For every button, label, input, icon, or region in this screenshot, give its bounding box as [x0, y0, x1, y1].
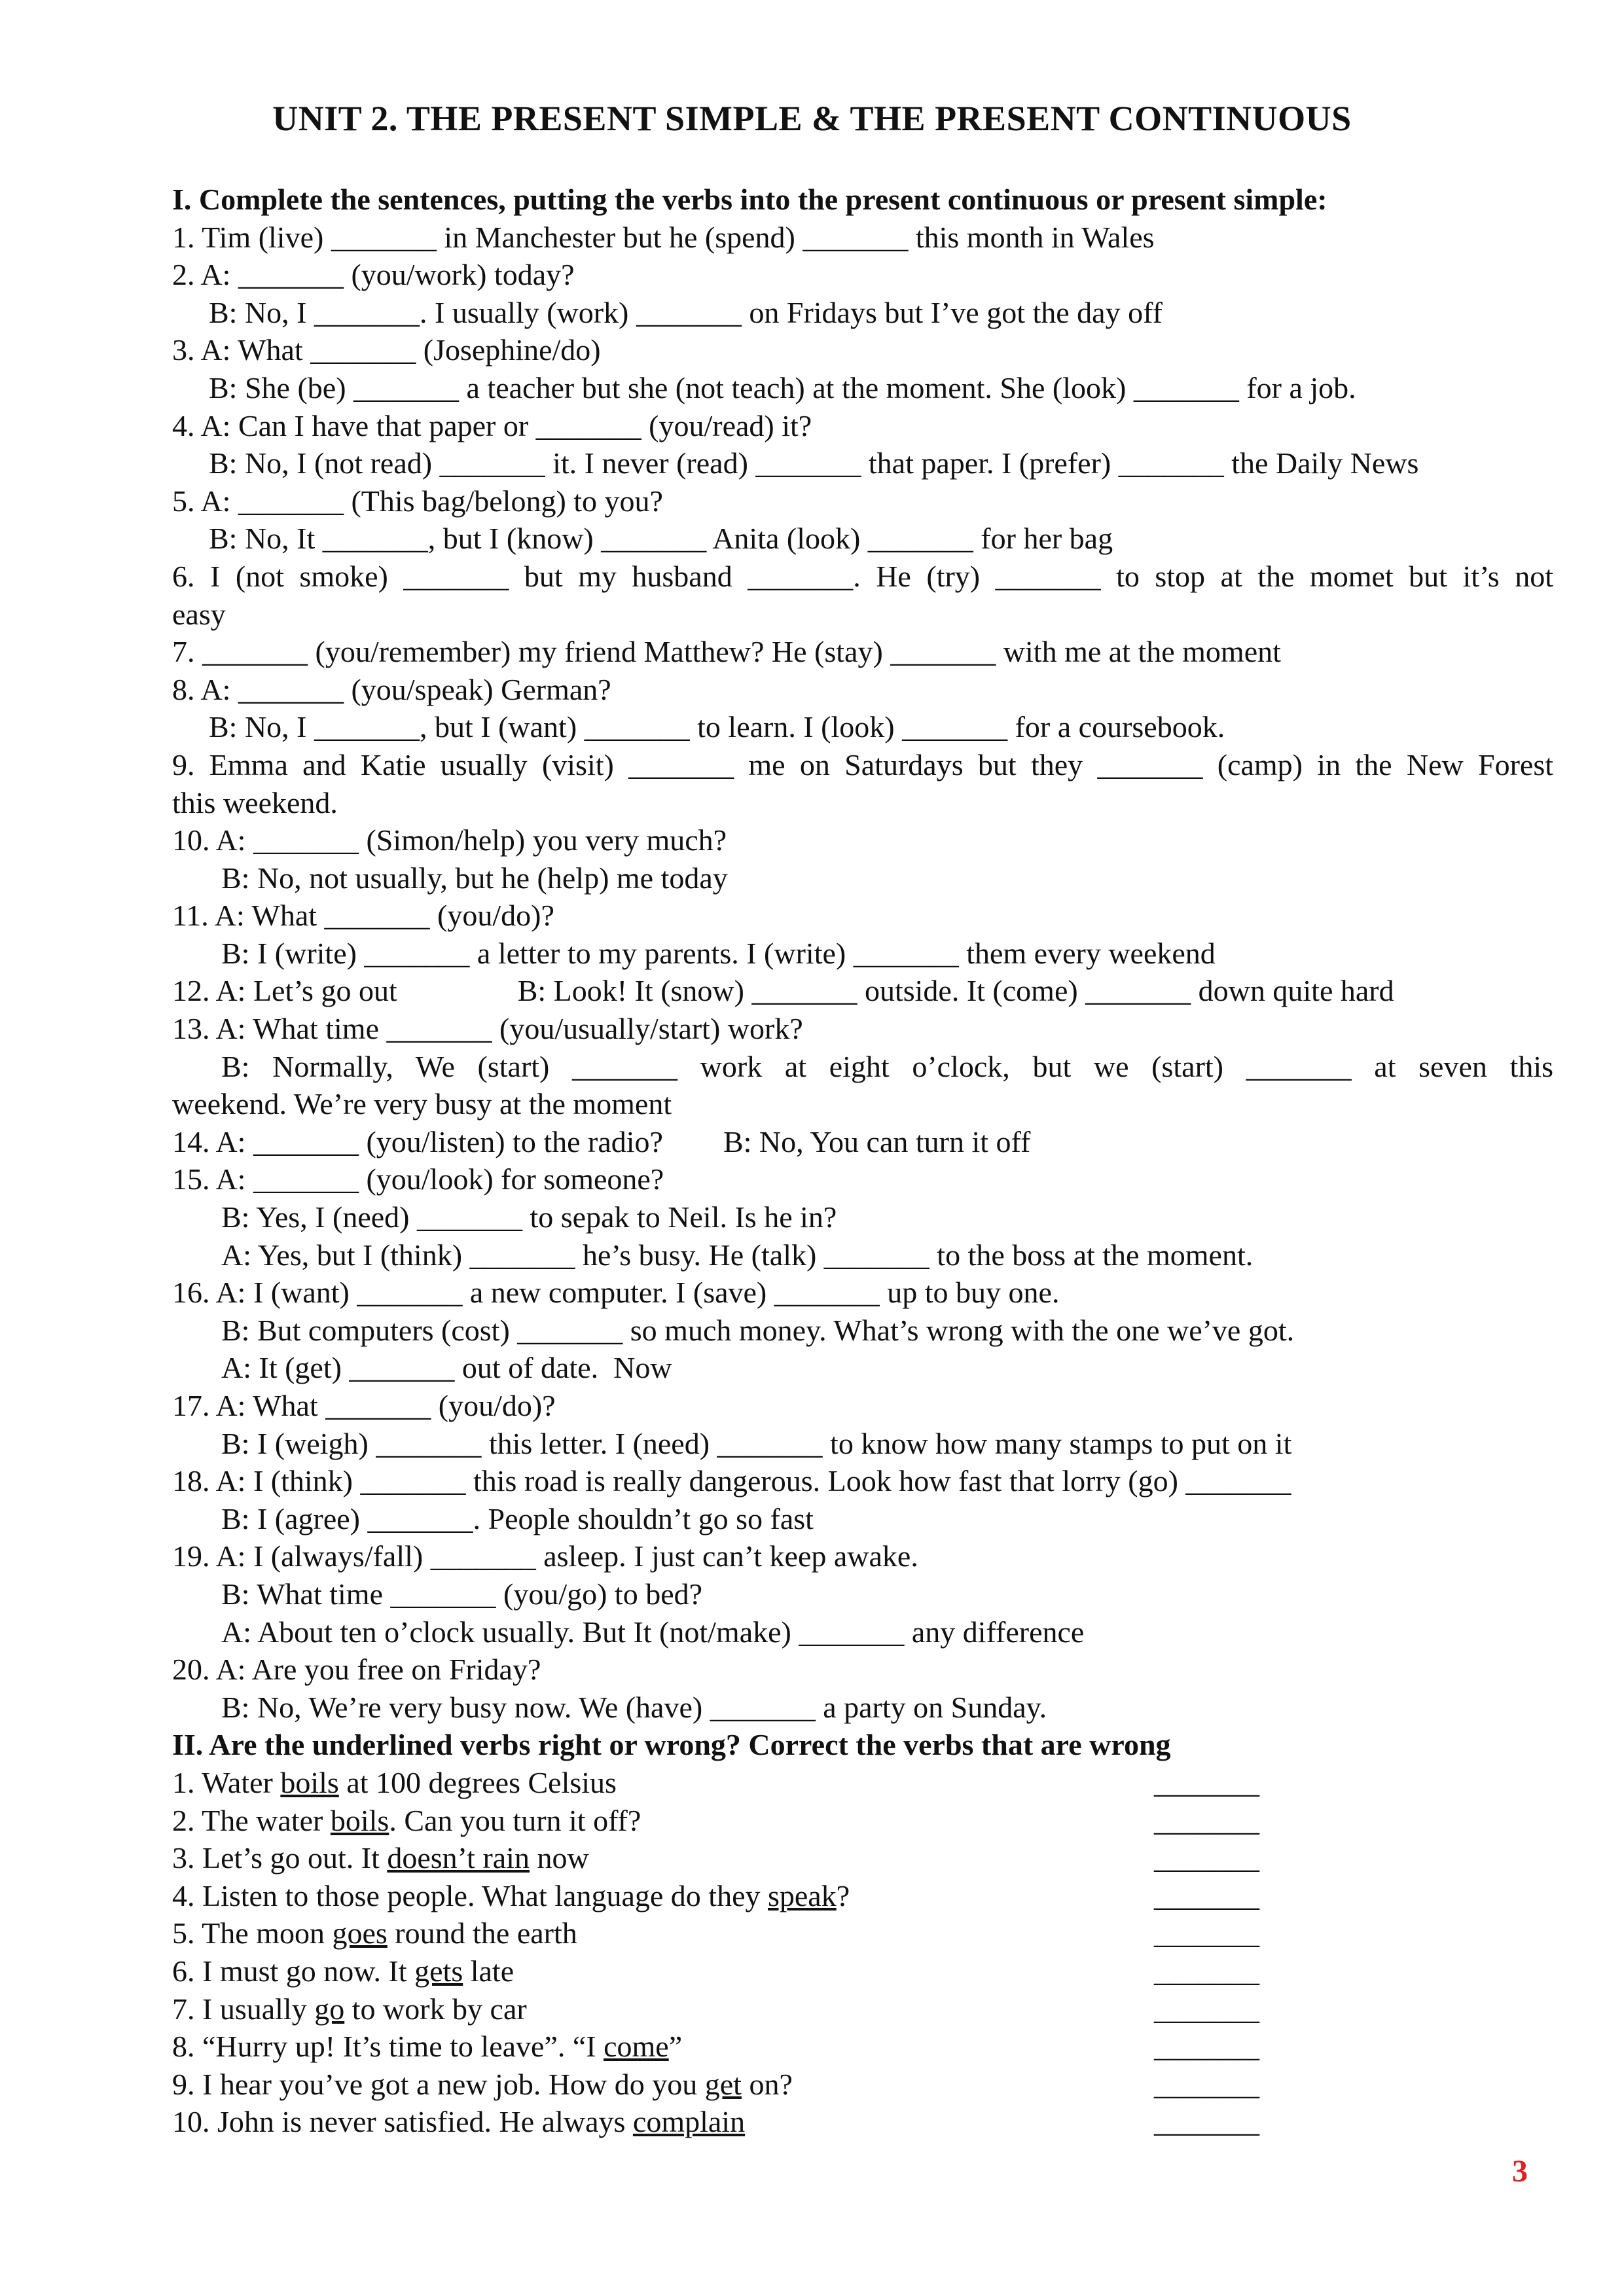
- exercise-line: 18. A: I (think) _______ this road is really dangerous. Look how fast that lorry (go) _______: [172, 1464, 1291, 1498]
- exercise-line: 20. A: Are you free on Friday?: [172, 1653, 541, 1687]
- correction-item: [172, 2028, 1553, 2066]
- exercise-line: A: Yes, but I (think) _______ he’s busy. He (talk) _______ to the boss at the moment.: [221, 1238, 1254, 1272]
- exercise-line: this weekend.: [172, 785, 338, 819]
- section1-heading: I. Complete the sentences, putting the verbs into the present continuous or present simple:: [172, 183, 1327, 216]
- answer-blank: _______: [1154, 2030, 1259, 2064]
- exercise-line: 8. A: _______ (you/speak) German?: [172, 672, 611, 706]
- item-text: 6. I must go now. It: [172, 1954, 415, 1988]
- exercise-line: 4. A: Can I have that paper or _______ (you/read) it?: [172, 408, 812, 442]
- exercise-line: B: No, I (not read) _______ it. I never (read) _______ that paper. I (prefer) _______ the Daily News: [209, 446, 1419, 480]
- exercise-line: 19. A: I (always/fall) _______ asleep. I just can’t keep awake.: [172, 1539, 918, 1573]
- item-text: 5. The moon: [172, 1916, 333, 1950]
- exercise-line: B: What time _______ (you/go) to bed?: [221, 1577, 703, 1611]
- item-text: 1. Water: [172, 1765, 281, 1799]
- item-text: ”: [668, 2030, 683, 2064]
- exercise-line: easy: [172, 597, 226, 631]
- underlined-verb: boils: [330, 1803, 389, 1837]
- exercise-line: A: About ten o’clock usually. But It (not/make) _______ any difference: [221, 1615, 1085, 1649]
- exercise-line: 10. A: _______ (Simon/help) you very much?: [172, 823, 727, 857]
- exercise-line: 3. A: What _______ (Josephine/do): [172, 333, 601, 367]
- exercise-line: 17. A: What _______ (you/do)?: [172, 1389, 556, 1422]
- item-text: at 100 degrees Celsius: [338, 1765, 617, 1799]
- exercise-line: B: I (write) _______ a letter to my parents. I (write) _______ them every weekend: [221, 936, 1216, 970]
- exercise-line: 1. Tim (live) _______ in Manchester but he (spend) _______ this month in Wales: [172, 220, 1155, 254]
- exercise-line: B: But computers (cost) _______ so much money. What’s wrong with the one we’ve got.: [221, 1313, 1295, 1347]
- exercise-line: 13. A: What time _______ (you/usually/start) work?: [172, 1012, 803, 1046]
- underlined-verb: gets: [414, 1954, 463, 1988]
- item-text: 9. I hear you’ve got a new job. How do you: [172, 2067, 705, 2101]
- correction-item: [172, 1952, 1553, 1990]
- item-text: . Can you turn it off?: [389, 1803, 641, 1837]
- exercise-line: 11. A: What _______ (you/do)?: [172, 899, 554, 933]
- exercise-line: B: No, I _______, but I (want) _______ to learn. I (look) _______ for a coursebook.: [209, 710, 1225, 744]
- item-text: ?: [836, 1878, 850, 1912]
- underlined-verb: get: [704, 2067, 742, 2101]
- item-text: 10. John is never satisfied. He always: [172, 2105, 633, 2139]
- underlined-verb: go: [314, 1992, 345, 2026]
- item-text: on?: [741, 2067, 793, 2101]
- answer-blank: _______: [1154, 1841, 1259, 1875]
- answer-blank: _______: [1154, 1765, 1259, 1799]
- underlined-verb: doesn’t rain: [387, 1841, 530, 1875]
- answer-blank: _______: [1154, 1992, 1259, 2026]
- correction-item: [172, 2066, 1553, 2104]
- exercise-line: A: It (get) _______ out of date. Now: [221, 1351, 672, 1385]
- exercise-line: B: I (weigh) _______ this letter. I (need) _______ to know how many stamps to put on it: [221, 1426, 1292, 1460]
- exercise-line: 7. _______ (you/remember) my friend Matthew? He (stay) _______ with me at the moment: [172, 635, 1281, 669]
- underlined-verb: goes: [332, 1916, 388, 1950]
- underlined-verb: come: [604, 2030, 669, 2064]
- answer-blank: _______: [1154, 1954, 1259, 1988]
- page-number: 3: [1512, 2154, 1528, 2189]
- page-title: UNIT 2. THE PRESENT SIMPLE & THE PRESENT CONTINUOUS: [272, 99, 1352, 138]
- exercise-line: 15. A: _______ (you/look) for someone?: [172, 1162, 664, 1196]
- section2-heading: II. Are the underlined verbs right or wrong? Correct the verbs that are wrong: [172, 1728, 1171, 1762]
- worksheet-content: [172, 181, 1553, 2141]
- answer-blank: _______: [1154, 1916, 1259, 1950]
- exercise-line: B: No, We’re very busy now. We (have) _______ a party on Sunday.: [221, 1690, 1047, 1724]
- exercise-line: B: No, not usually, but he (help) me today: [221, 861, 728, 895]
- item-text: 8. “Hurry up! It’s time to leave”. “I: [172, 2030, 604, 2064]
- item-text: 3. Let’s go out. It: [172, 1841, 388, 1875]
- item-text: 7. I usually: [172, 1992, 315, 2026]
- exercise-line: 16. A: I (want) _______ a new computer. I (save) _______ up to buy one.: [172, 1276, 1060, 1310]
- exercise-line: weekend. We’re very busy at the moment: [172, 1087, 672, 1121]
- exercise-line: 6. I (not smoke) _______ but my husband _______. He (try) _______ to stop at the momet but it’s not: [172, 559, 1553, 593]
- correction-item: [172, 1990, 1553, 2028]
- exercise-line: B: Normally, We (start) _______ work at eight o’clock, but we (start) _______ at seven this: [221, 1049, 1553, 1083]
- exercise-line: B: She (be) _______ a teacher but she (not teach) at the moment. She (look) _______ for a job.: [209, 370, 1356, 404]
- correction-item: [172, 1877, 1553, 1915]
- answer-blank: _______: [1154, 2105, 1259, 2139]
- exercise-line: B: No, I _______. I usually (work) _______ on Fridays but I’ve got the day off: [209, 295, 1163, 329]
- item-text: late: [463, 1954, 514, 1988]
- exercise-line: 12. A: Let’s go out B: Look! It (snow) _______ outside. It (come) _______ down quite hard: [172, 974, 1394, 1008]
- correction-item: [172, 1839, 1553, 1877]
- item-text: 4. Listen to those people. What language do they: [172, 1878, 768, 1912]
- exercise-line: B: No, It _______, but I (know) _______ Anita (look) _______ for her bag: [209, 522, 1113, 556]
- answer-blank: _______: [1154, 1803, 1259, 1837]
- exercise-line: B: I (agree) _______. People shouldn’t go so fast: [221, 1501, 814, 1535]
- correction-item: [172, 1914, 1553, 1952]
- item-text: to work by car: [344, 1992, 527, 2026]
- correction-item: [172, 2103, 1553, 2141]
- exercise-line: 5. A: _______ (This bag/belong) to you?: [172, 484, 663, 518]
- correction-item: [172, 1802, 1553, 1840]
- answer-blank: _______: [1154, 2067, 1259, 2101]
- item-text: round the earth: [387, 1916, 577, 1950]
- item-text: now: [529, 1841, 589, 1875]
- exercise-line: 2. A: _______ (you/work) today?: [172, 258, 575, 292]
- answer-blank: _______: [1154, 1878, 1259, 1912]
- exercise-line: 14. A: _______ (you/listen) to the radio? B: No, You can turn it off: [172, 1124, 1031, 1158]
- exercise-line: 9. Emma and Katie usually (visit) _______ me on Saturdays but they _______ (camp) in the New Forest: [172, 747, 1553, 781]
- underlined-verb: complain: [632, 2105, 746, 2139]
- exercise-line: B: Yes, I (need) _______ to sepak to Neil. Is he in?: [221, 1200, 837, 1234]
- correction-item: [172, 1764, 1553, 1802]
- item-text: 2. The water: [172, 1803, 331, 1837]
- underlined-verb: boils: [280, 1765, 339, 1799]
- underlined-verb: speak: [767, 1878, 837, 1912]
